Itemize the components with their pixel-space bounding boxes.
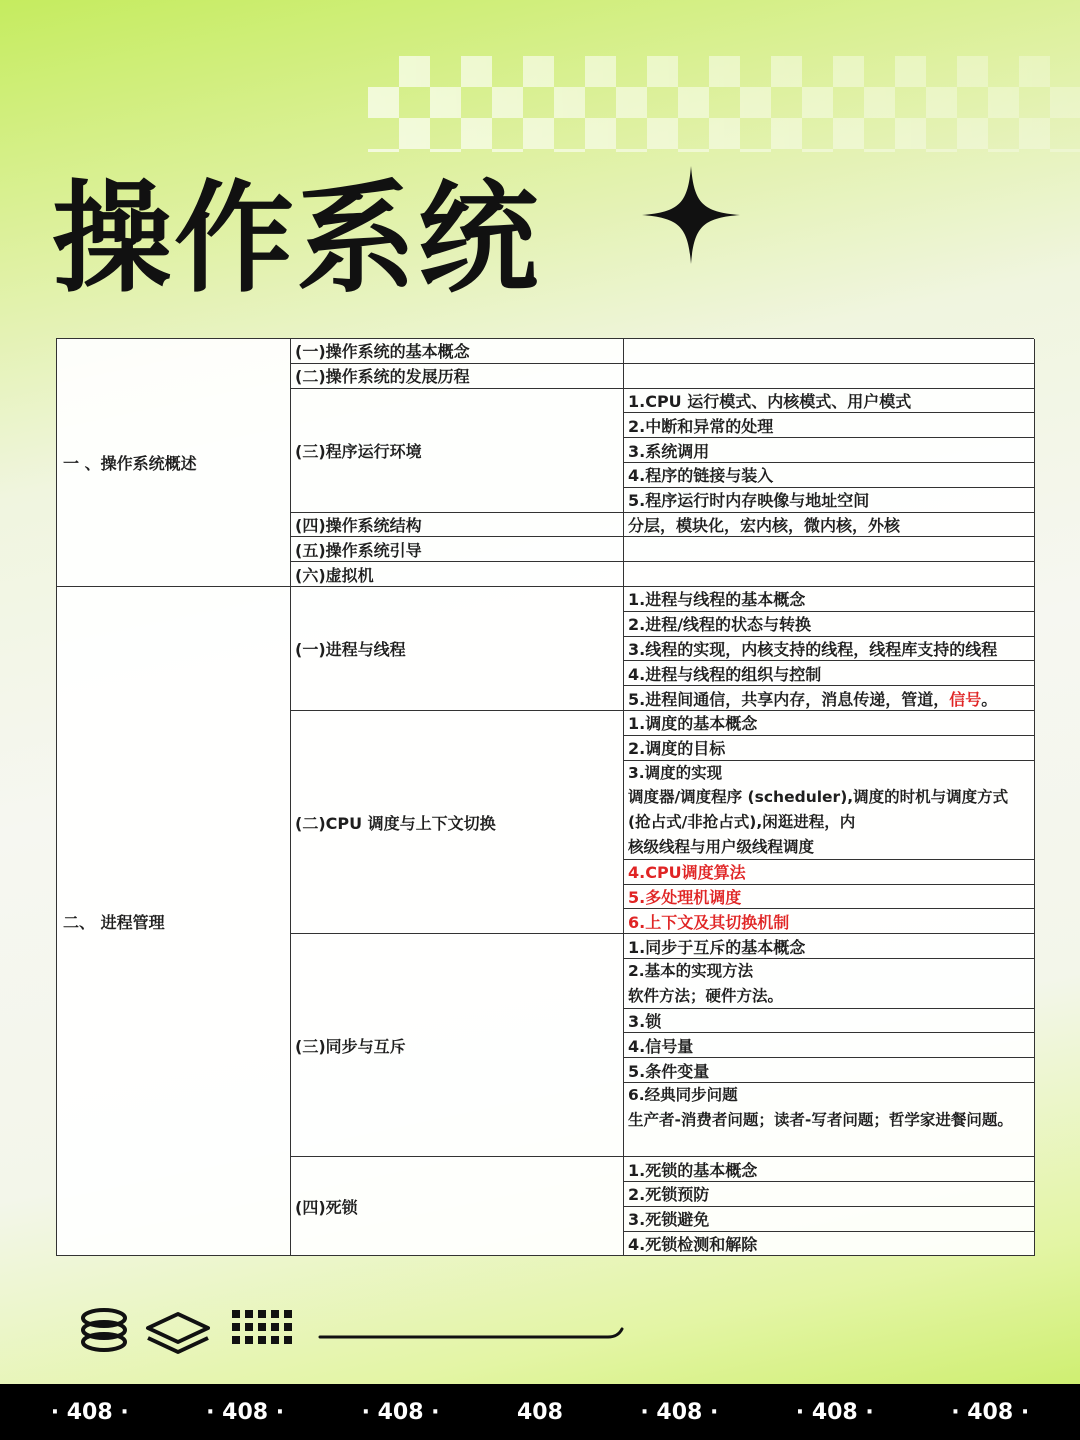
- group-cell: (五)操作系统引导: [291, 537, 624, 562]
- layers-icon: [148, 1314, 208, 1352]
- item-cell: 5.条件变量: [624, 1058, 1035, 1083]
- group-cell: (二)CPU 调度与上下文切换: [291, 711, 624, 934]
- group-cell: (三)同步与互斥: [291, 934, 624, 1157]
- item-cell: 5.程序运行时内存映像与地址空间: [624, 488, 1035, 513]
- item-cell: 1.同步于互斥的基本概念: [624, 934, 1035, 959]
- item-cell: 4.信号量: [624, 1033, 1035, 1058]
- decor-icons: [80, 1304, 300, 1360]
- group-cell: (六)虚拟机: [291, 562, 624, 587]
- item-cell: 1.CPU 运行模式、内核模式、用户模式: [624, 389, 1035, 414]
- item-cell: 2.进程/线程的状态与转换: [624, 612, 1035, 637]
- footer-item: · 408 ·: [206, 1399, 285, 1425]
- footer-item: · 408 ·: [361, 1399, 440, 1425]
- item-cell: 1.进程与线程的基本概念: [624, 587, 1035, 612]
- syllabus-table: [56, 338, 1034, 1256]
- item-cell-highlight: 6.上下文及其切换机制: [624, 909, 1035, 934]
- group-cell: (一)进程与线程: [291, 587, 624, 711]
- item-cell: 4.进程与线程的组织与控制: [624, 661, 1035, 686]
- item-cell: 1.死锁的基本概念: [624, 1157, 1035, 1182]
- footer-item: · 408 ·: [795, 1399, 874, 1425]
- footer-item: 408: [516, 1399, 563, 1425]
- item-cell: [624, 339, 1035, 364]
- item-cell: [624, 537, 1035, 562]
- highlight-text: 信号: [949, 689, 982, 709]
- item-cell: 1.调度的基本概念: [624, 711, 1035, 736]
- footer-item: · 408 ·: [640, 1399, 719, 1425]
- item-tail: 。: [981, 689, 998, 709]
- item-cell: 3.调度的实现 调度器/调度程序 (scheduler),调度的时机与调度方式 (抢占式/非抢占式),闲逛进程，内 核级线程与用户级线程调度: [624, 761, 1035, 860]
- item-cell: 4.死锁检测和解除: [624, 1232, 1035, 1257]
- item-text: 5.进程间通信，共享内存，消息传递，管道，: [628, 689, 950, 709]
- item-cell: 6.经典同步问题 生产者-消费者问题；读者-写者问题；哲学家进餐问题。: [624, 1083, 1035, 1157]
- section-overview: 一 、操作系统概述: [57, 339, 291, 587]
- item-cell-highlight: 4.CPU调度算法: [624, 860, 1035, 885]
- item-cell: 3.锁: [624, 1009, 1035, 1034]
- group-cell: (四)操作系统结构: [291, 513, 624, 538]
- item-cell: [624, 686, 1035, 711]
- sparkle-icon: [642, 166, 740, 264]
- footer-item: · 408 ·: [951, 1399, 1030, 1425]
- checker-decoration: [368, 56, 1080, 152]
- page-title: 操作系统: [52, 170, 540, 309]
- item-cell: 2.死锁预防: [624, 1182, 1035, 1207]
- footer-bar: [0, 1384, 1080, 1440]
- section-process-management: 二、 进程管理: [57, 587, 291, 1257]
- underline-decoration: [318, 1323, 628, 1341]
- item-cell: [624, 364, 1035, 389]
- item-cell: 4.程序的链接与装入: [624, 463, 1035, 488]
- item-cell: 分层，模块化，宏内核，微内核，外核: [624, 513, 1035, 538]
- group-cell: (一)操作系统的基本概念: [291, 339, 624, 364]
- item-cell: 3.系统调用: [624, 438, 1035, 463]
- item-cell-highlight: 5.多处理机调度: [624, 885, 1035, 910]
- item-cell: 2.中断和异常的处理: [624, 413, 1035, 438]
- item-cell: 2.基本的实现方法 软件方法；硬件方法。: [624, 959, 1035, 1009]
- item-cell: 3.死锁避免: [624, 1207, 1035, 1232]
- group-cell: (四)死锁: [291, 1157, 624, 1256]
- item-cell: 3.线程的实现，内核支持的线程，线程库支持的线程: [624, 637, 1035, 662]
- footer-item: · 408 ·: [50, 1399, 129, 1425]
- dot-grid-icon: [232, 1310, 292, 1344]
- item-cell: 2.调度的目标: [624, 736, 1035, 761]
- group-cell: (三)程序运行环境: [291, 389, 624, 513]
- stack-rings-icon: [83, 1310, 125, 1350]
- group-cell: (二)操作系统的发展历程: [291, 364, 624, 389]
- item-cell: [624, 562, 1035, 587]
